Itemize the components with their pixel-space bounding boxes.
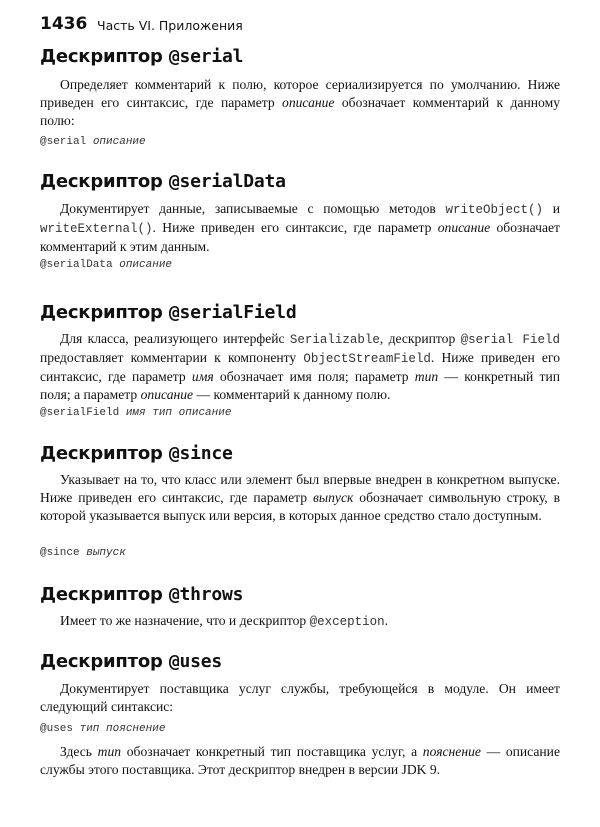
text-run: . (384, 613, 389, 628)
text-run: . Ниже приведен его синтаксис, где параметр (152, 220, 438, 235)
syntax-uses (40, 723, 165, 735)
syntax-code: @since (40, 547, 87, 559)
text-run: — описание службы этого поставщика. Этот дескриптор внедрен в версии JDK 9. (40, 744, 560, 777)
heading-prefix: Дескриптор (40, 46, 169, 67)
param-term: пояснение (422, 744, 481, 759)
heading-serialfield (40, 302, 296, 323)
param-term: тип (414, 369, 439, 384)
paragraph-uses (40, 680, 560, 716)
syntax-param: имя тип описание (125, 407, 232, 419)
syntax-param: выпуск (86, 547, 126, 559)
inline-code: @exception (309, 615, 385, 629)
text-run: — конкретный тип поля; а параметр (40, 369, 560, 402)
param-term: тип (97, 744, 122, 759)
param-term: имя (191, 369, 214, 384)
text-run: . Ниже приведен его синтаксис, где параметр (40, 350, 560, 384)
text-run: Документирует поставщика услуг службы, требующейся в модуле. Он имеет следующий синтаксис: (40, 681, 560, 714)
syntax-code: @serial (40, 136, 93, 148)
paragraph-uses-note (40, 743, 560, 779)
inline-code: Serializable (289, 333, 380, 347)
paragraph-since (40, 471, 560, 525)
heading-serialdata (40, 171, 286, 192)
text-run: Определяет комментарий к полю, которое сериализируется по умолчанию. Ниже приведен его синтаксис, где параметр (40, 77, 560, 110)
heading-prefix: Дескриптор (40, 443, 169, 464)
heading-prefix: Дескриптор (40, 651, 169, 672)
text-run: обозначает символьную строку, в которой указывается выпуск или версия, в которых данное средство стало доступным. (40, 490, 561, 523)
text-run: обозначает комментарий к этим данным. (40, 220, 560, 254)
inline-code: @serial Field (460, 333, 560, 347)
inline-code: ObjectStreamField (303, 352, 431, 366)
text-run: и (543, 201, 560, 216)
paragraph-serialdata (40, 200, 560, 256)
heading-prefix: Дескриптор (40, 584, 169, 605)
heading-uses (40, 651, 222, 672)
syntax-since (40, 547, 126, 559)
text-run: обозначает комментарий к данному полю: (40, 95, 560, 128)
heading-tag: @uses (168, 651, 222, 672)
syntax-code: @serialField (40, 407, 126, 419)
heading-throws (40, 584, 243, 605)
syntax-param: описание (119, 259, 173, 271)
paragraph-throws (40, 612, 560, 631)
heading-tag: @since (168, 443, 233, 464)
heading-prefix: Дескриптор (40, 171, 169, 192)
syntax-param: тип пояснение (79, 723, 166, 735)
text-run: — комментарий к данному полю. (193, 387, 391, 402)
text-run: , дескриптор (379, 331, 461, 346)
heading-tag: @serialField (168, 302, 297, 323)
inline-code: writeObject() (445, 203, 544, 217)
param-term: описание (282, 95, 335, 110)
text-run: обозначает имя поля; параметр (213, 369, 415, 384)
heading-serial (40, 46, 243, 67)
param-term: описание (140, 387, 194, 402)
text-run: Имеет то же назначение, что и дескриптор (60, 613, 310, 628)
page-number: 1436 (40, 14, 88, 34)
inline-code: writeExternal() (40, 222, 153, 236)
text-run: Документирует данные, записываемые с помощью методов (60, 201, 446, 216)
text-run: Здесь (60, 744, 98, 759)
param-term: описание (437, 220, 491, 235)
heading-prefix: Дескриптор (40, 302, 169, 323)
part-title: Часть VI. Приложения (97, 18, 243, 33)
syntax-code: @serialData (40, 259, 120, 271)
text-run: Для класса, реализующего интерфейс (60, 331, 290, 346)
text-run: предоставляет комментарии к компоненту (40, 350, 304, 365)
heading-since (40, 443, 233, 464)
heading-tag: @throws (168, 584, 244, 605)
paragraph-serial (40, 76, 560, 130)
paragraph-serialfield (40, 330, 560, 404)
text-run: Указывает на то, что класс или элемент был впервые внедрен в конкретном выпуске. Ниже приведен его синтаксис, где параметр (40, 472, 560, 505)
heading-tag: @serialData (168, 171, 286, 192)
heading-tag: @serial (168, 46, 244, 67)
syntax-code: @uses (40, 723, 80, 735)
text-run: обозначает конкретный тип поставщика услуг, а (121, 744, 423, 759)
syntax-serial (40, 136, 146, 148)
syntax-param: описание (92, 136, 146, 148)
syntax-serialfield (40, 407, 231, 419)
param-term: выпуск (313, 490, 354, 505)
syntax-serialdata (40, 259, 172, 271)
